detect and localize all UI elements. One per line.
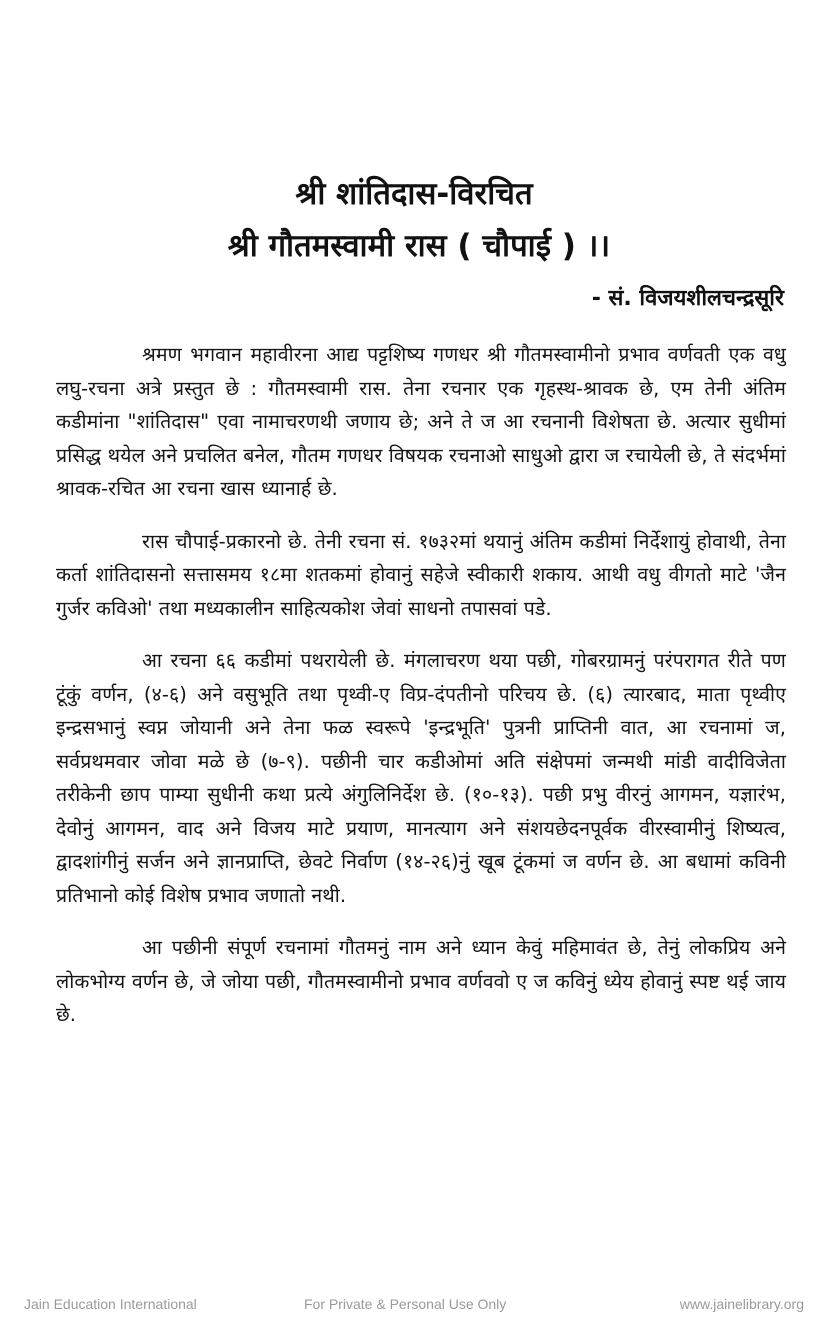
title-line-2: श्री गौतमस्वामी रास ( चौपाई ) ।।	[227, 228, 611, 264]
footer-usage-note: For Private & Personal Use Only	[304, 1296, 507, 1312]
paragraph-2: रास चौपाई-प्रकारनो छे. तेनी रचना सं. १७३२मां थयानुं अंतिम कडीमां निर्देशायुं होवाथी, तेना कर्ता शांतिदासनो सत्तासमय १८मा शतकमां होवानुं सहेजे स्वीकारी शकाय. आथी वधु वीगतो माटे 'जैन गुर्जर कविओ' तथा मध्यकालीन साहित्यकोश जेवां साधनो तपासवां पडे.	[56, 529, 786, 620]
footer-website-link[interactable]: www.jainelibrary.org	[679, 1296, 804, 1312]
title-line-1: श्री शांतिदास-विरचित	[295, 176, 533, 212]
footer	[0, 1296, 828, 1320]
paragraph-1: श्रमण भगवान महावीरना आद्य पट्टशिष्य गणधर श्री गौतमस्वामीनो प्रभाव वर्णवती एक वधु लघु-रचना अत्रे प्रस्तुत छे : गौतमस्वामी रास. तेना रचनार एक गृहस्थ-श्रावक छे, एम तेनी अंतिम कडीमांना "शांतिदास" एवा नामाचरणथी जणाय छे; अने ते ज आ रचनानी विशेषता छे. अत्यार सुधीमां प्रसिद्ध थयेल अने प्रचलित बनेल, गौतम गणधर विषयक रचनाओ साधुओ द्वारा ज रचायेली छे, ते संदर्भमां श्रावक-रचित आ रचना खास ध्यानार्ह छे.	[56, 343, 786, 500]
editor-credit: - सं. विजयशीलचन्द्रसूरि	[591, 286, 784, 311]
paragraph-3: आ रचना ६६ कडीमां पथरायेली छे. मंगलाचरण थया पछी, गोबरग्रामनुं परंपरागत रीते पण टूंकुं वर्णन, (४-६) अने वसुभूति तथा पृथ्वी-ए विप्र-दंपतीनो परिचय छे. (६) त्यारबाद, माता पृथ्वीए इन्द्रसभानुं स्वप्न जोयानी अने तेना फळ स्वरूपे 'इन्द्रभूति' पुत्रनी प्राप्तिनी वात, आ रचनामां ज, सर्वप्रथमवार जोवा मळे छे (७-९). पछीनी चार कडीओमां अति संक्षेपमां जन्मथी मांडी वादीविजेता तरीकेनी छाप पाम्या सुधीनी कथा प्रत्ये अंगुलिनिर्देश छे. (१०-१३). पछी प्रभु वीरनुं आगमन, यज्ञारंभ, देवोनुं आगमन, वाद अने विजय माटे प्रयाण, मानत्याग अने संशयछेदनपूर्वक वीरस्वामीनुं शिष्यत्व, द्वादशांगीनुं सर्जन अने ज्ञानप्राप्ति, छेवटे निर्वाण (१४-२६)नुं खूब टूंकमां ज वर्णन छे. आ बधामां कविनी प्रतिभानो कोई विशेष प्रभाव जणातो नथी.	[56, 649, 786, 907]
body-text	[56, 338, 786, 1051]
paragraph-4: आ पछीनी संपूर्ण रचनामां गौतमनुं नाम अने ध्यान केवुं महिमावंत छे, तेनुं लोकप्रिय अने लोकभोग्य वर्णन छे, जे जोया पछी, गौतमस्वामीनो प्रभाव वर्णववो ए ज कविनुं ध्येय होवानुं स्पष्ट थई जाय छे.	[56, 936, 786, 1026]
title-block	[0, 168, 828, 272]
footer-publisher: Jain Education International	[24, 1296, 197, 1312]
